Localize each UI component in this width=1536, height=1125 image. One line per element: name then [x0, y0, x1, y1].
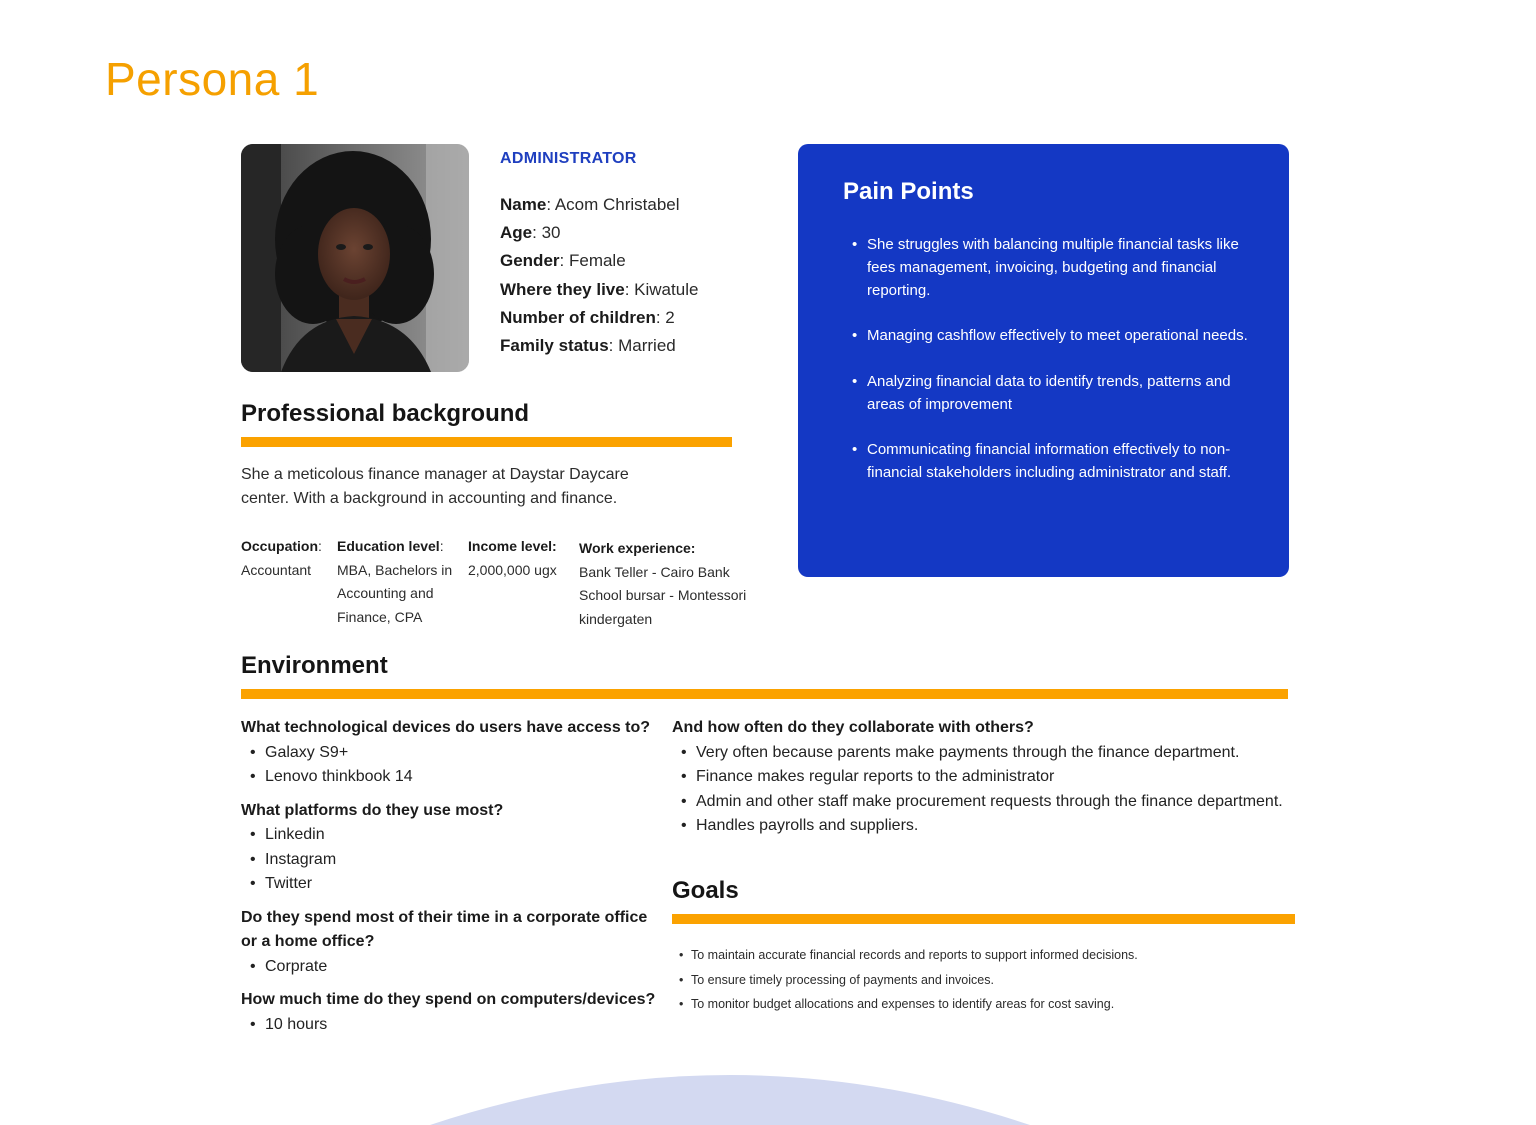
identity-location: Where they live: Kiwatule: [500, 279, 699, 299]
answer-item: • Instagram: [265, 848, 666, 873]
answer-list: [241, 1013, 666, 1038]
answer-list: [241, 823, 666, 897]
pain-points-list: [843, 234, 1267, 508]
identity-children: Number of children: 2: [500, 307, 675, 327]
goals-heading: Goals: [672, 877, 739, 904]
income-column: Income level: 2,000,000 ugx: [468, 538, 557, 578]
answer-item: • Corprate: [265, 955, 666, 980]
occupation-column: Occupation: Accountant: [241, 538, 322, 578]
identity-gender: Gender: Female: [500, 251, 626, 271]
pain-points-heading: Pain Points: [843, 178, 974, 205]
answer-list: [672, 741, 1292, 839]
environment-left-column: [241, 716, 666, 1046]
work-experience-column: Work experience: Bank Teller - Cairo Bank School bursar - Montessori kindergaten: [579, 540, 747, 627]
identity-age: Age: 30: [500, 223, 561, 243]
pain-point-item: • Analyzing financial data to identify trends, patterns and areas of improvement: [867, 371, 1267, 417]
portrait-image: [241, 144, 469, 372]
pain-point-item: • Managing cashflow effectively to meet operational needs.: [867, 325, 1267, 348]
environment-question: And how often do they collaborate with others?: [672, 719, 1034, 736]
answer-item: • Lenovo thinkbook 14: [265, 765, 666, 790]
answer-item: • Galaxy S9+: [265, 741, 666, 766]
section-divider: [241, 689, 1288, 699]
identity-name: Name: Acom Christabel: [500, 195, 680, 214]
persona-identity: [500, 191, 698, 360]
persona-role: ADMINISTRATOR: [500, 150, 637, 167]
answer-item: • 10 hours: [265, 1013, 666, 1038]
goal-item: • To maintain accurate financial records and reports to support informed decisions.: [691, 943, 1311, 968]
environment-question: Do they spend most of their time in a corporate office or a home office?: [241, 908, 648, 950]
persona-photo: [241, 144, 469, 372]
goal-item: • To ensure timely processing of payments and invoices.: [691, 968, 1311, 993]
professional-background-heading: Professional background: [241, 400, 530, 427]
environment-question: What technological devices do users have access to?: [241, 719, 651, 736]
section-divider: [672, 914, 1295, 924]
answer-item: • Twitter: [265, 872, 666, 897]
pain-point-item: • Communicating financial information effectively to non-financial stakeholders including administrator and staff.: [867, 439, 1267, 485]
pain-points-card: [798, 144, 1289, 577]
education-column: Education level: MBA, Bachelors in Accounting and Finance, CPA: [337, 538, 453, 625]
answer-item: • Linkedin: [265, 823, 666, 848]
answer-item: • Finance makes regular reports to the administrator: [696, 765, 1292, 790]
environment-question: What platforms do they use most?: [241, 801, 504, 819]
environment-right-column: [672, 716, 1292, 848]
answer-item: • Admin and other staff make procurement requests through the finance department.: [696, 790, 1292, 815]
answer-item: • Very often because parents make payments through the finance department.: [696, 741, 1292, 766]
identity-family-status: Family status: Married: [500, 336, 676, 356]
goals-list: [672, 943, 1311, 1017]
answer-item: • Handles payrolls and suppliers.: [696, 814, 1292, 839]
decorative-arc: [0, 1050, 1536, 1125]
environment-heading: Environment: [241, 652, 388, 679]
goal-item: • To monitor budget allocations and expenses to identify areas for cost saving.: [691, 992, 1311, 1017]
environment-question: How much time do they spend on computers/devices?: [241, 991, 656, 1008]
professional-background-description: She a meticolous finance manager at Daystar Daycare center. With a background in accounting and finance.: [241, 466, 629, 507]
answer-list: [241, 741, 666, 790]
answer-list: [241, 955, 666, 980]
pain-point-item: • She struggles with balancing multiple financial tasks like fees management, invoicing, budgeting and financial reporting.: [867, 234, 1267, 302]
section-divider: [241, 437, 732, 447]
page-title: Persona 1: [105, 53, 320, 105]
